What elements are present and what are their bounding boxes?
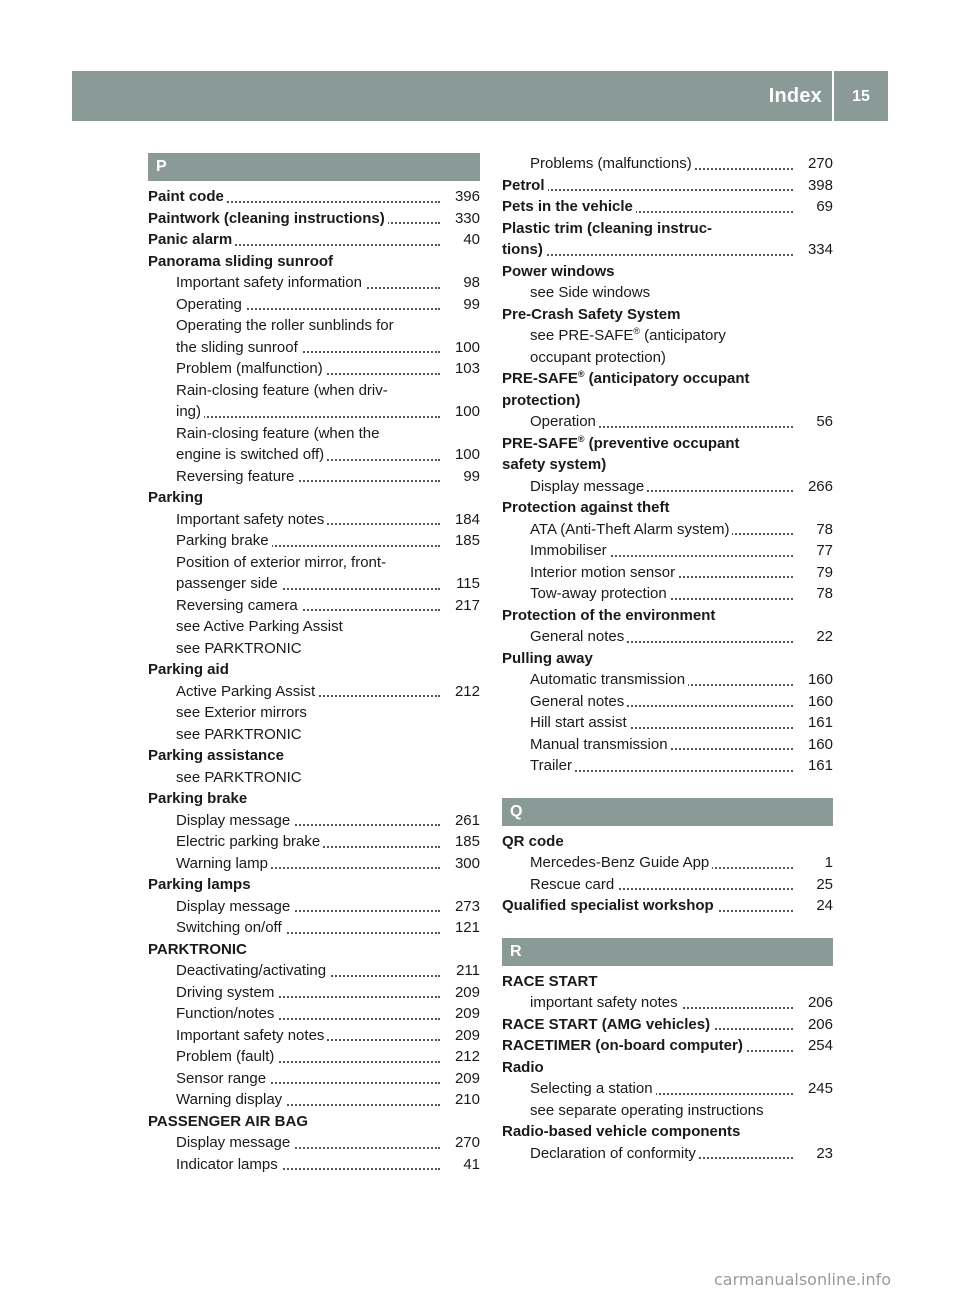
entry-text: occupant protection) bbox=[530, 349, 669, 366]
index-entry[interactable] bbox=[502, 1035, 833, 1057]
entry-text: Paintwork (cleaning instructions) bbox=[148, 210, 388, 227]
index-subentry[interactable] bbox=[148, 358, 480, 380]
entry-text: PRE-SAFE® (anticipatory occupant bbox=[502, 370, 753, 387]
entry-text: Deactivating/activating bbox=[176, 962, 329, 979]
index-entry[interactable] bbox=[148, 208, 480, 230]
entry-text: passenger side bbox=[176, 575, 281, 592]
page-reference-link[interactable]: 1 bbox=[819, 852, 833, 874]
entry-text: Rain-closing feature (when the bbox=[176, 425, 382, 442]
index-entry bbox=[148, 1111, 480, 1133]
entry-text: Problem (fault) bbox=[176, 1048, 277, 1065]
entry-text: Parking assistance bbox=[148, 747, 287, 764]
index-subentry bbox=[502, 1100, 833, 1122]
index-subentry[interactable] bbox=[502, 540, 833, 562]
page-reference-link[interactable]: 78 bbox=[810, 583, 833, 605]
index-subentry[interactable] bbox=[502, 476, 833, 498]
index-subentry[interactable] bbox=[148, 1046, 480, 1068]
entry-text: PARKTRONIC bbox=[148, 941, 250, 958]
index-subentry[interactable] bbox=[148, 917, 480, 939]
page-reference-link[interactable]: 160 bbox=[802, 734, 833, 756]
entry-text: Panorama sliding sunroof bbox=[148, 253, 336, 270]
index-subentry[interactable] bbox=[502, 755, 833, 777]
page-reference-link[interactable]: 121 bbox=[449, 917, 480, 939]
index-subentry[interactable] bbox=[148, 573, 480, 595]
page-reference-link[interactable]: 334 bbox=[802, 239, 833, 261]
page-reference-link[interactable]: 22 bbox=[810, 626, 833, 648]
index-subentry[interactable] bbox=[148, 444, 480, 466]
dot-leader bbox=[176, 416, 440, 418]
index-subentry[interactable] bbox=[502, 992, 833, 1014]
index-subentry[interactable] bbox=[148, 1025, 480, 1047]
entry-text: Parking brake bbox=[176, 532, 272, 549]
index-entry[interactable] bbox=[502, 895, 833, 917]
entry-text: Operation bbox=[530, 413, 599, 430]
page-reference-link[interactable]: 185 bbox=[449, 831, 480, 853]
entry-text: see PARKTRONIC bbox=[176, 640, 305, 657]
section-spacer bbox=[502, 917, 833, 938]
entry-text: Warning display bbox=[176, 1091, 285, 1108]
entry-text: Panic alarm bbox=[148, 231, 235, 248]
page-reference-link[interactable]: 78 bbox=[810, 519, 833, 541]
index-subentry[interactable] bbox=[148, 896, 480, 918]
entry-text: Pulling away bbox=[502, 650, 596, 667]
index-subentry[interactable] bbox=[148, 1154, 480, 1176]
entry-text: Rain-closing feature (when driv- bbox=[176, 382, 391, 399]
page-header bbox=[72, 71, 888, 121]
entry-text: Display message bbox=[176, 812, 293, 829]
index-subentry bbox=[148, 423, 480, 445]
page-reference-link[interactable]: 161 bbox=[802, 755, 833, 777]
entry-text: Declaration of conformity bbox=[530, 1145, 699, 1162]
entry-text: Paint code bbox=[148, 188, 227, 205]
page-reference-link[interactable]: 245 bbox=[802, 1078, 833, 1100]
index-subentry bbox=[148, 616, 480, 638]
entry-text: the sliding sunroof bbox=[176, 339, 301, 356]
letter-heading-p: P bbox=[148, 153, 480, 181]
index-entry bbox=[148, 788, 480, 810]
index-entry bbox=[502, 433, 833, 455]
page-reference-link[interactable]: 270 bbox=[802, 153, 833, 175]
entry-text: Qualified specialist workshop bbox=[502, 897, 717, 914]
entry-text: Radio bbox=[502, 1059, 547, 1076]
index-entry bbox=[148, 487, 480, 509]
entry-text: Indicator lamps bbox=[176, 1156, 281, 1173]
entry-text: Important safety notes bbox=[176, 1027, 327, 1044]
registered-mark: ® bbox=[577, 433, 585, 444]
index-subentry[interactable] bbox=[148, 810, 480, 832]
entry-text: Plastic trim (cleaning instruc- bbox=[502, 220, 715, 237]
page-reference-link[interactable]: 209 bbox=[449, 1025, 480, 1047]
page-reference-link[interactable]: 103 bbox=[449, 358, 480, 380]
page-reference-link[interactable]: 41 bbox=[457, 1154, 480, 1176]
entry-text: Reversing camera bbox=[176, 597, 301, 614]
entry-text: ATA (Anti-Theft Alarm system) bbox=[530, 521, 732, 538]
entry-text: Parking lamps bbox=[148, 876, 254, 893]
index-subentry bbox=[148, 702, 480, 724]
entry-text: Manual transmission bbox=[530, 736, 671, 753]
page-reference-link[interactable]: 210 bbox=[449, 1089, 480, 1111]
index-subentry bbox=[148, 638, 480, 660]
index-subentry[interactable] bbox=[502, 669, 833, 691]
index-entry bbox=[502, 218, 833, 240]
entry-text: see Exterior mirrors bbox=[176, 704, 310, 721]
entry-text: see PARKTRONIC bbox=[176, 726, 305, 743]
entry-text: tions) bbox=[502, 241, 546, 258]
entry-text: Tow-away protection bbox=[530, 585, 670, 602]
entry-text: Function/notes bbox=[176, 1005, 277, 1022]
entry-text: Warning lamp bbox=[176, 855, 271, 872]
index-entry bbox=[502, 368, 833, 390]
entry-text: Reversing feature bbox=[176, 468, 297, 485]
entry-text: Pets in the vehicle bbox=[502, 198, 636, 215]
page-reference-link[interactable]: 396 bbox=[449, 186, 480, 208]
index-entry[interactable] bbox=[502, 1014, 833, 1036]
index-subentry[interactable] bbox=[502, 691, 833, 713]
letter-heading-r: R bbox=[502, 938, 833, 966]
entry-text: Radio-based vehicle components bbox=[502, 1123, 743, 1140]
index-column-right bbox=[502, 153, 833, 1164]
index-subentry[interactable] bbox=[502, 519, 833, 541]
entry-text: RACETIMER (on-board computer) bbox=[502, 1037, 746, 1054]
entry-text: important safety notes bbox=[530, 994, 681, 1011]
index-subentry bbox=[502, 282, 833, 304]
page-reference-link[interactable]: 69 bbox=[810, 196, 833, 218]
section-title: Index bbox=[768, 85, 822, 107]
page-reference-link[interactable]: 100 bbox=[449, 401, 480, 423]
letter-heading-q: Q bbox=[502, 798, 833, 826]
page-reference-link[interactable]: 211 bbox=[450, 960, 480, 982]
page-reference-link[interactable]: 270 bbox=[449, 1132, 480, 1154]
page-reference-link[interactable]: 217 bbox=[449, 595, 480, 617]
entry-text: Trailer bbox=[530, 757, 575, 774]
entry-text: Operating the roller sunblinds for bbox=[176, 317, 397, 334]
index-entry bbox=[502, 304, 833, 326]
index-subentry[interactable] bbox=[502, 712, 833, 734]
index-entry bbox=[502, 454, 833, 476]
page-reference-link[interactable]: 209 bbox=[449, 982, 480, 1004]
entry-text: Switching on/off bbox=[176, 919, 285, 936]
entry-text: Protection against theft bbox=[502, 499, 673, 516]
page-reference-link[interactable]: 212 bbox=[449, 681, 480, 703]
index-entry bbox=[148, 745, 480, 767]
page-reference-link[interactable]: 79 bbox=[810, 562, 833, 584]
index-subentry[interactable] bbox=[502, 153, 833, 175]
index-entry bbox=[502, 261, 833, 283]
page-reference-link[interactable]: 25 bbox=[810, 874, 833, 896]
index-subentry[interactable] bbox=[148, 831, 480, 853]
page-reference-link[interactable]: 398 bbox=[802, 175, 833, 197]
index-subentry[interactable] bbox=[148, 1068, 480, 1090]
entry-text: General notes bbox=[530, 628, 627, 645]
entry-text: safety system) bbox=[502, 456, 609, 473]
page-reference-link[interactable]: 161 bbox=[802, 712, 833, 734]
index-entry bbox=[502, 605, 833, 627]
index-subentry[interactable] bbox=[148, 272, 480, 294]
page-reference-link[interactable]: 160 bbox=[802, 691, 833, 713]
entry-text: Parking aid bbox=[148, 661, 232, 678]
entry-text: Mercedes-Benz Guide App bbox=[530, 854, 712, 871]
entry-text: Hill start assist bbox=[530, 714, 630, 731]
index-entry[interactable] bbox=[502, 239, 833, 261]
index-subentry[interactable] bbox=[148, 853, 480, 875]
page-reference-link[interactable]: 212 bbox=[449, 1046, 480, 1068]
entry-text: Sensor range bbox=[176, 1070, 269, 1087]
entry-text: General notes bbox=[530, 693, 627, 710]
index-subentry[interactable] bbox=[148, 530, 480, 552]
entry-text: Active Parking Assist bbox=[176, 683, 318, 700]
index-entry bbox=[502, 1121, 833, 1143]
index-subentry[interactable] bbox=[148, 960, 480, 982]
section-spacer bbox=[502, 777, 833, 798]
page-number: 15 bbox=[852, 88, 870, 105]
page-reference-link[interactable]: 209 bbox=[449, 1068, 480, 1090]
registered-mark: ® bbox=[577, 369, 585, 379]
entry-text: Problem (malfunction) bbox=[176, 360, 326, 377]
page-reference-link[interactable]: 23 bbox=[810, 1143, 833, 1165]
index-subentry[interactable] bbox=[148, 681, 480, 703]
index-subentry[interactable] bbox=[148, 1003, 480, 1025]
index-subentry bbox=[148, 380, 480, 402]
page-reference-link[interactable]: 184 bbox=[449, 509, 480, 531]
index-subentry[interactable] bbox=[148, 466, 480, 488]
entry-text: PASSENGER AIR BAG bbox=[148, 1113, 311, 1130]
index-subentry[interactable] bbox=[148, 294, 480, 316]
entry-text: Parking bbox=[148, 489, 206, 506]
entry-text: Pre-Crash Safety System bbox=[502, 306, 683, 323]
page-reference-link[interactable]: 300 bbox=[449, 853, 480, 875]
page-reference-link[interactable]: 254 bbox=[802, 1035, 833, 1057]
index-subentry[interactable] bbox=[148, 595, 480, 617]
index-subentry[interactable] bbox=[502, 411, 833, 433]
index-subentry[interactable] bbox=[148, 982, 480, 1004]
entry-text: see separate operating instructions bbox=[530, 1102, 766, 1119]
index-subentry[interactable] bbox=[502, 626, 833, 648]
index-column-left bbox=[148, 153, 480, 1175]
page-reference-link[interactable]: 330 bbox=[449, 208, 480, 230]
entry-text: Display message bbox=[530, 478, 647, 495]
index-subentry[interactable] bbox=[148, 1089, 480, 1111]
entry-list-q bbox=[502, 831, 833, 917]
entry-text: Driving system bbox=[176, 984, 277, 1001]
index-subentry[interactable] bbox=[148, 509, 480, 531]
page-reference-link[interactable]: 56 bbox=[810, 411, 833, 433]
page-reference-link[interactable]: 99 bbox=[457, 294, 480, 316]
entry-list-r bbox=[502, 971, 833, 1165]
page-reference-link[interactable]: 100 bbox=[449, 337, 480, 359]
entry-text: Interior motion sensor bbox=[530, 564, 678, 581]
page-reference-link[interactable]: 273 bbox=[449, 896, 480, 918]
entry-text: protection) bbox=[502, 392, 583, 409]
entry-text: Power windows bbox=[502, 263, 618, 280]
index-subentry[interactable] bbox=[148, 401, 480, 423]
page-reference-link[interactable]: 24 bbox=[810, 895, 833, 917]
page-reference-link[interactable]: 98 bbox=[457, 272, 480, 294]
index-subentry bbox=[148, 552, 480, 574]
index-subentry[interactable] bbox=[502, 1078, 833, 1100]
index-subentry bbox=[148, 724, 480, 746]
page-reference-link[interactable]: 115 bbox=[450, 573, 480, 595]
index-subentry[interactable] bbox=[502, 1143, 833, 1165]
entry-text: Selecting a station bbox=[530, 1080, 656, 1097]
index-entry bbox=[148, 659, 480, 681]
page-reference-link[interactable]: 160 bbox=[802, 669, 833, 691]
index-entry bbox=[502, 497, 833, 519]
entry-text: see Side windows bbox=[530, 284, 653, 301]
entry-text: Petrol bbox=[502, 177, 548, 194]
registered-mark: ® bbox=[633, 326, 641, 336]
index-subentry[interactable] bbox=[502, 583, 833, 605]
entry-text: Electric parking brake bbox=[176, 833, 323, 850]
index-subentry[interactable] bbox=[502, 852, 833, 874]
index-entry bbox=[148, 939, 480, 961]
entry-text: Display message bbox=[176, 1134, 293, 1151]
index-entry bbox=[502, 831, 833, 853]
index-entry[interactable] bbox=[148, 186, 480, 208]
entry-text: RACE START (AMG vehicles) bbox=[502, 1016, 713, 1033]
page-reference-link[interactable]: 206 bbox=[802, 992, 833, 1014]
entry-text: Problems (malfunctions) bbox=[530, 155, 695, 172]
index-entry[interactable] bbox=[148, 229, 480, 251]
watermark: carmanualsonline.info bbox=[714, 1270, 892, 1289]
entry-text: see Active Parking Assist bbox=[176, 618, 346, 635]
index-subentry bbox=[148, 315, 480, 337]
page-reference-link[interactable]: 77 bbox=[810, 540, 833, 562]
entry-list-p-continued bbox=[502, 153, 833, 777]
page-reference-link[interactable]: 40 bbox=[457, 229, 480, 251]
entry-text: see PARKTRONIC bbox=[176, 769, 305, 786]
entry-text: RACE START bbox=[502, 973, 601, 990]
index-subentry[interactable] bbox=[502, 562, 833, 584]
index-entry bbox=[148, 874, 480, 896]
index-entry bbox=[502, 390, 833, 412]
index-subentry[interactable] bbox=[502, 734, 833, 756]
entry-text: Position of exterior mirror, front- bbox=[176, 554, 389, 571]
index-subentry[interactable] bbox=[502, 874, 833, 896]
index-entry bbox=[502, 1057, 833, 1079]
index-entry[interactable] bbox=[502, 196, 833, 218]
page-reference-link[interactable]: 206 bbox=[802, 1014, 833, 1036]
entry-text: Protection of the environment bbox=[502, 607, 718, 624]
entry-text: ing) bbox=[176, 403, 204, 420]
entry-text: Automatic transmission bbox=[530, 671, 688, 688]
index-subentry[interactable] bbox=[148, 1132, 480, 1154]
entry-text: Operating bbox=[176, 296, 245, 313]
entry-text: Rescue card bbox=[530, 876, 617, 893]
entry-text: see PRE-SAFE® (anticipatory bbox=[530, 327, 729, 344]
entry-text: engine is switched off) bbox=[176, 446, 327, 463]
entry-text: Parking brake bbox=[148, 790, 250, 807]
page-reference-link[interactable]: 185 bbox=[449, 530, 480, 552]
page-reference-link[interactable]: 209 bbox=[449, 1003, 480, 1025]
index-subentry bbox=[502, 347, 833, 369]
index-entry bbox=[148, 251, 480, 273]
entry-text: Important safety notes bbox=[176, 511, 327, 528]
entry-list-p bbox=[148, 186, 480, 1175]
page-reference-link[interactable]: 266 bbox=[802, 476, 833, 498]
entry-text: QR code bbox=[502, 833, 567, 850]
entry-text: Immobiliser bbox=[530, 542, 610, 559]
entry-text: PRE-SAFE® (preventive occupant bbox=[502, 435, 743, 452]
index-entry[interactable] bbox=[502, 175, 833, 197]
entry-text: Important safety information bbox=[176, 274, 365, 291]
page-reference-link[interactable]: 99 bbox=[457, 466, 480, 488]
page-reference-link[interactable]: 100 bbox=[449, 444, 480, 466]
entry-text: Display message bbox=[176, 898, 293, 915]
index-entry bbox=[502, 648, 833, 670]
index-subentry bbox=[502, 325, 833, 347]
page-reference-link[interactable]: 261 bbox=[449, 810, 480, 832]
index-subentry bbox=[148, 767, 480, 789]
index-subentry[interactable] bbox=[148, 337, 480, 359]
index-entry bbox=[502, 971, 833, 993]
